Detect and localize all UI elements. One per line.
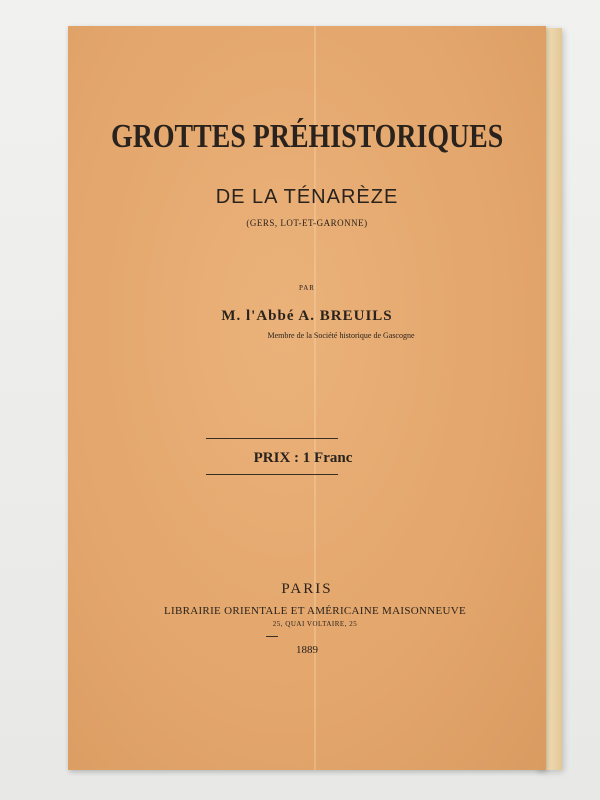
price-rule-bottom	[206, 474, 338, 475]
price-rule-top	[206, 438, 338, 439]
cover-publisher: LIBRAIRIE ORIENTALE ET AMÉRICAINE MAISONNEUVE	[163, 605, 467, 617]
cover-affiliation: Membre de la Société historique de Gascogne	[267, 331, 415, 340]
cover-author: M. l'Abbé A. BREUILS	[221, 308, 393, 324]
cover-year: 1889	[296, 644, 318, 656]
booklet-cover	[68, 26, 546, 770]
cover-city: PARIS	[281, 581, 333, 597]
cover-subtitle: DE LA TÉNARÈZE	[215, 186, 399, 208]
year-dash	[266, 636, 278, 637]
cover-by: PAR	[299, 284, 315, 292]
cover-address: 25, QUAI VOLTAIRE, 25	[272, 620, 358, 628]
cover-region: (GERS, LOT-ET-GARONNE)	[246, 218, 368, 228]
cover-title: GROTTES PRÉHISTORIQUES	[111, 118, 504, 155]
cover-price: PRIX : 1 Franc	[253, 450, 353, 466]
